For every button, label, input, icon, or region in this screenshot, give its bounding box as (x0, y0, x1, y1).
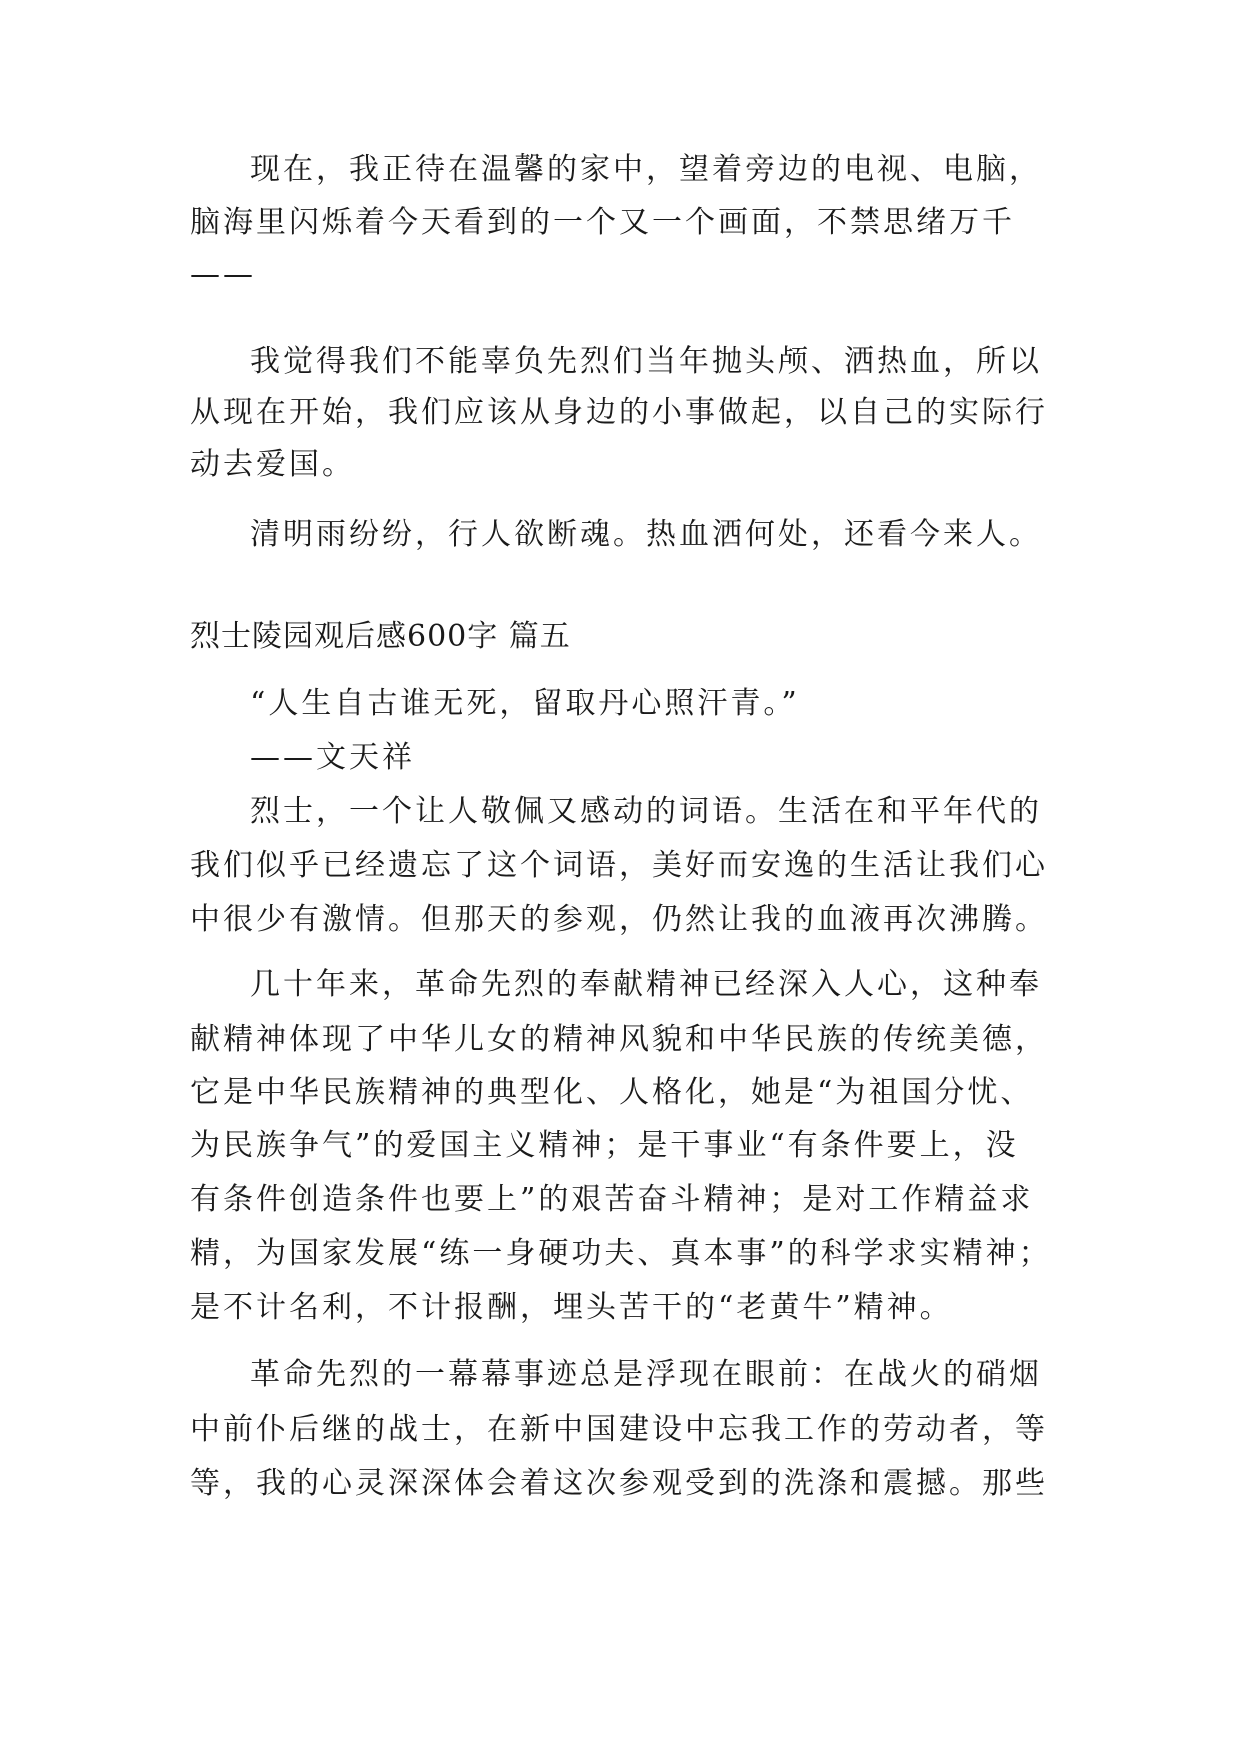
quote-line: “人生自古谁无死，留取丹心照汗青。” (250, 686, 800, 721)
paragraph-line: 革命先烈的一幕幕事迹总是浮现在眼前：在战火的硝烟 (250, 1357, 1042, 1392)
paragraph-line: 中前仆后继的战士，在新中国建设中忘我工作的劳动者，等 (190, 1412, 1048, 1447)
paragraph-line: 烈士，一个让人敬佩又感动的词语。生活在和平年代的 (250, 794, 1042, 829)
quote-attribution: ——文天祥 (250, 740, 415, 775)
paragraph-line: 是不计名利，不计报酬，埋头苦干的“老黄牛”精神。 (190, 1290, 953, 1325)
section-heading: 烈士陵园观后感600字 篇五 (190, 619, 571, 654)
paragraph-line: 中很少有激情。但那天的参观，仍然让我的血液再次沸腾。 (190, 902, 1048, 937)
paragraph-line: 我觉得我们不能辜负先烈们当年抛头颅、洒热血，所以 (250, 344, 1042, 379)
paragraph-line: 现在，我正待在温馨的家中，望着旁边的电视、电脑， (250, 152, 1042, 187)
paragraph-line: 脑海里闪烁着今天看到的一个又一个画面，不禁思绪万千 (190, 205, 1015, 240)
paragraph-line: 我们似乎已经遗忘了这个词语，美好而安逸的生活让我们心 (190, 848, 1048, 883)
paragraph-line: 等，我的心灵深深体会着这次参观受到的洗涤和震撼。那些 (190, 1466, 1048, 1501)
paragraph-line: 它是中华民族精神的典型化、人格化，她是“为祖国分忧、 (190, 1075, 1034, 1110)
paragraph-line: 清明雨纷纷，行人欲断魂。热血洒何处，还看今来人。 (250, 517, 1042, 552)
paragraph-line: 几十年来，革命先烈的奉献精神已经深入人心，这种奉 (250, 967, 1042, 1002)
paragraph-line: 精，为国家发展“练一身硬功夫、真本事”的科学求实精神； (190, 1236, 1052, 1271)
paragraph-line: 从现在开始，我们应该从身边的小事做起，以自己的实际行 (190, 395, 1048, 430)
paragraph-line: 为民族争气”的爱国主义精神；是干事业“有条件要上，没 (190, 1128, 1019, 1163)
paragraph-line: 有条件创造条件也要上”的艰苦奋斗精神；是对工作精益求 (190, 1182, 1034, 1217)
paragraph-line: 动去爱国。 (190, 447, 355, 482)
paragraph-line: —— (190, 257, 256, 292)
paragraph-line: 献精神体现了中华儿女的精神风貌和中华民族的传统美德， (190, 1022, 1048, 1057)
